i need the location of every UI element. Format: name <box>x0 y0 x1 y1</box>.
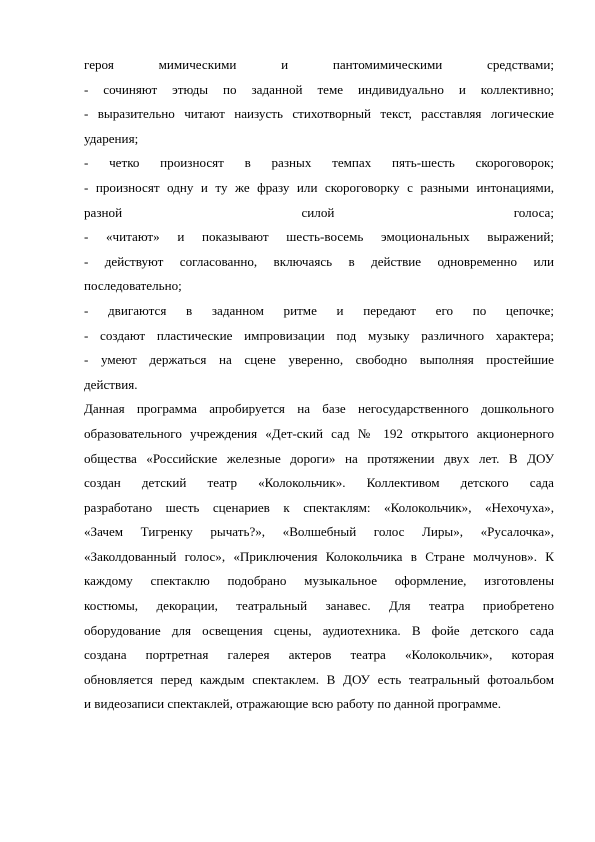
text-line: - сочиняют этюды по заданной теме индивидуально и коллективно; <box>84 81 554 97</box>
text-line: разработано шесть сценариев к спектаклям: «Колокольчик», «Нехочуха», <box>84 499 554 515</box>
text-line: - «читают» и показывают шесть-восемь эмоциональных выражений; <box>84 229 554 245</box>
text-line: «Зачем Тигренку рычать?», «Волшебный голос Лиры», «Русалочка», <box>84 524 554 540</box>
text-line: создан детский театр «Колокольчик». Коллективом детского сада <box>84 475 554 491</box>
text-line: и видеозаписи спектаклей, отражающие всю работу по данной программе. <box>84 696 501 712</box>
text-line: - двигаются в заданном ритме и передают его по цепочке; <box>84 302 554 318</box>
text-line: разной силой голоса; <box>84 204 554 220</box>
text-line: создана портретная галерея актеров театра «Колокольчик», которая <box>84 647 554 663</box>
text-line: действия. <box>84 376 138 392</box>
text-line: каждому спектаклю подобрано музыкальное оформление, изготовлены <box>84 573 554 589</box>
text-line: оборудование для освещения сцены, аудиотехника. В фойе детского сада <box>84 622 554 638</box>
body-text <box>84 53 554 717</box>
text-line: героя мимическими и пантомимическими средствами; <box>84 57 554 72</box>
text-line: - четко произносят в разных темпах пять-шесть скороговорок; <box>84 155 554 171</box>
text-line: «Заколдованный голос», «Приключения Колокольчика в Стране молчунов». К <box>84 548 554 564</box>
text-line: ударения; <box>84 130 139 146</box>
text-line: образовательного учреждения «Дет-ский сад № 192 открытого акционерного <box>84 425 554 441</box>
text-line: - выразительно читают наизусть стихотворный текст, расставляя логические <box>84 106 554 122</box>
text-line: - действуют согласованно, включаясь в действие одновременно или <box>84 253 554 269</box>
text-line: Данная программа апробируется на базе негосударственного дошкольного <box>84 401 554 417</box>
text-line: - создают пластические импровизации под музыку различного характера; <box>84 327 554 343</box>
text-line: костюмы, декорации, театральный занавес. Для театра приобретено <box>84 598 554 614</box>
text-line: - произносят одну и ту же фразу или скороговорку с разными интонациями, <box>84 179 554 195</box>
text-line: - умеют держаться на сцене уверенно, свободно выполняя простейшие <box>84 352 554 368</box>
text-line: общества «Российские железные дороги» на протяжении двух лет. В ДОУ <box>84 450 554 466</box>
text-line: обновляется перед каждым спектаклем. В ДОУ есть театральный фотоальбом <box>84 671 554 687</box>
text-line: последовательно; <box>84 278 182 294</box>
